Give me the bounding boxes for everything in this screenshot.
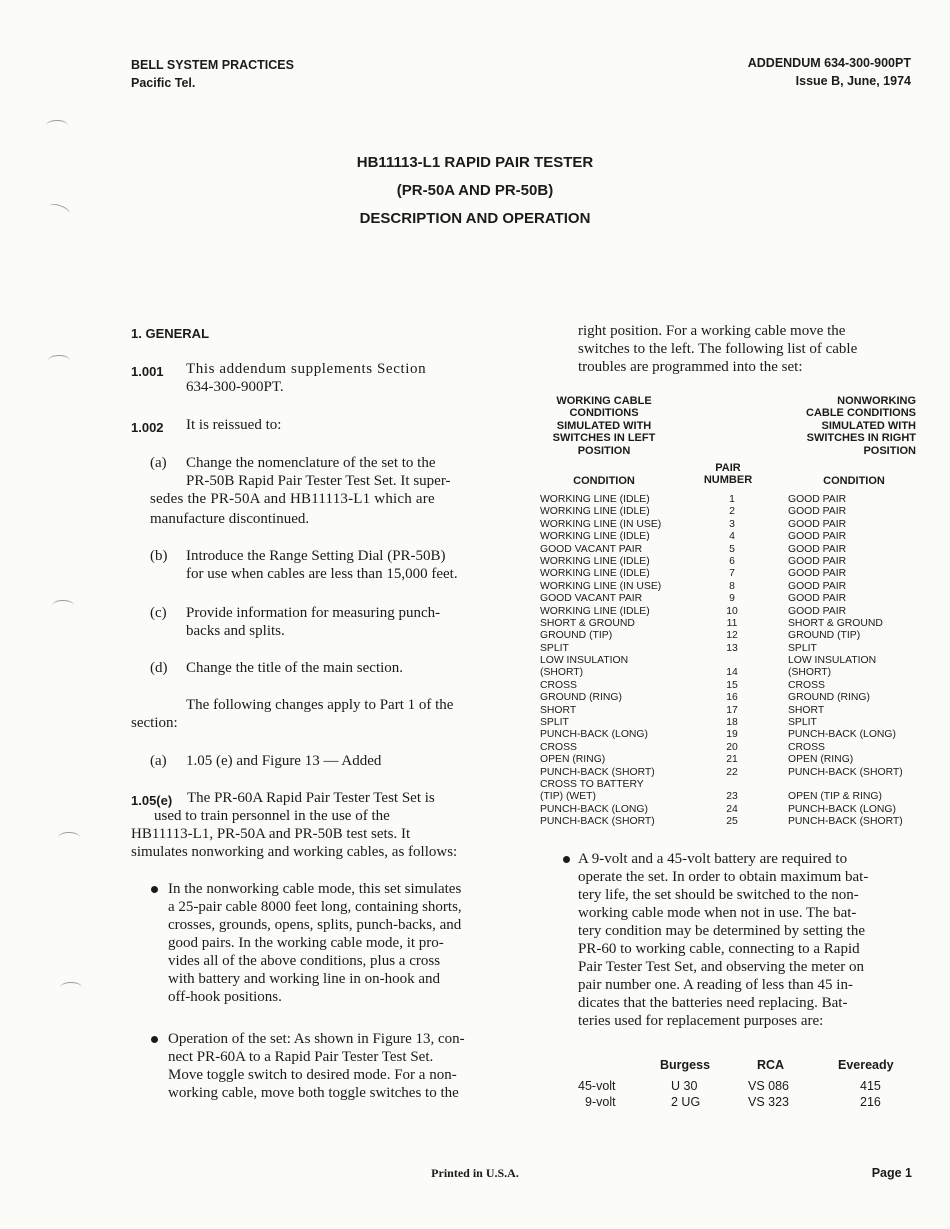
cell-working-condition <box>540 804 648 816</box>
cell-working-condition <box>540 531 650 543</box>
cell-working-condition <box>540 593 642 605</box>
cell-working-condition <box>540 556 650 568</box>
table-header-pair-number <box>696 462 760 487</box>
cell-nonworking-condition <box>788 754 853 766</box>
table-row <box>540 593 920 605</box>
para-105e-number: 1.05(e) <box>131 793 173 808</box>
item-c-label: (c) <box>150 605 167 621</box>
cell-working-condition <box>540 680 577 692</box>
cell-working-condition <box>540 655 628 680</box>
cell-line: PUNCH-BACK (LONG) <box>788 803 896 815</box>
header-line: SIMULATED WITH <box>556 419 652 432</box>
text-line: off-hook positions. <box>168 989 282 1005</box>
cell-line: WORKING LINE (IDLE) <box>540 568 650 580</box>
text-line: switches to the left. The following list of cable <box>578 341 858 357</box>
cell-nonworking-condition <box>788 655 876 680</box>
cell-line: GOOD PAIR <box>788 494 847 505</box>
item-d-label: (d) <box>150 660 168 676</box>
cell-line: SPLIT <box>540 717 569 729</box>
cell-nonworking-condition <box>788 705 824 717</box>
margin-mark <box>60 982 82 993</box>
cell-working-condition <box>540 692 622 704</box>
table-row <box>540 606 920 618</box>
cell-working-condition <box>540 729 648 741</box>
cell-line: GROUND (TIP) <box>540 630 613 642</box>
cell-line: PUNCH-BACK (SHORT) <box>540 816 655 828</box>
cell-working-condition <box>540 618 635 630</box>
cell-pair-number: 3 <box>729 518 735 530</box>
cell-pair-number: 23 <box>726 791 738 803</box>
cell-line <box>788 779 882 791</box>
table-row <box>540 717 920 729</box>
cell-pair-number: 4 <box>729 531 735 543</box>
cell-working-condition <box>540 816 655 828</box>
header-line: NONWORKING <box>837 395 916 407</box>
table-row <box>540 630 920 642</box>
cell-line: GROUND (TIP) <box>788 630 861 642</box>
cell-line: CROSS TO BATTERY <box>540 779 644 790</box>
cell-pair-number: 7 <box>729 568 735 580</box>
cell-nonworking-condition <box>788 767 903 779</box>
cell-pair-number: 6 <box>729 555 735 567</box>
cell-line: GOOD PAIR <box>788 543 847 555</box>
battery-row-9-burgess: 2 UG <box>671 1095 701 1109</box>
margin-mark <box>48 355 70 366</box>
header-addendum: ADDENDUM 634-300-900PT <box>747 56 911 70</box>
margin-mark <box>46 120 68 131</box>
cell-line: SPLIT <box>788 717 817 729</box>
text-line: working cable mode when not in use. The bat- <box>578 905 857 921</box>
cell-line: SHORT <box>788 704 825 716</box>
cell-working-condition <box>540 506 650 518</box>
table-row <box>540 767 920 779</box>
text-line: working cable, move both toggle switches to the <box>168 1085 459 1101</box>
header-line: SIMULATED WITH <box>821 419 916 432</box>
header-line: CABLE CONDITIONS <box>806 407 916 420</box>
cell-nonworking-condition <box>788 606 846 618</box>
item-c-line1: Provide information for measuring punch- <box>186 605 441 621</box>
following-line2: section: <box>131 715 178 731</box>
cell-line: CROSS <box>540 741 577 753</box>
margin-mark <box>52 600 74 611</box>
item-c-line2: backs and splits. <box>186 623 285 639</box>
cell-nonworking-condition <box>788 643 817 655</box>
table-row <box>540 618 920 630</box>
table-row <box>540 742 920 754</box>
cell-pair-number: 11 <box>726 617 738 629</box>
item-a-line4: manufacture discontinued. <box>150 511 310 527</box>
right-intro <box>578 322 912 376</box>
cell-nonworking-condition <box>788 742 825 754</box>
header-line: CONDITIONS <box>569 407 639 420</box>
text-line: with battery and working line in on-hook and <box>168 971 441 987</box>
battery-row-9-rca: VS 323 <box>748 1095 790 1109</box>
cell-line: PUNCH-BACK (LONG) <box>540 729 648 741</box>
cell-pair-number: 22 <box>726 766 738 778</box>
footer-printed: Printed in U.S.A. <box>431 1166 519 1180</box>
doc-title-line1: HB11113-L1 RAPID PAIR TESTER <box>356 154 594 171</box>
table-row <box>540 531 920 543</box>
cell-nonworking-condition <box>788 494 846 506</box>
item-b-line2: for use when cables are less than 15,000 feet. <box>186 566 458 582</box>
header-line: WORKING CABLE <box>556 395 652 407</box>
para-105e-line3: HB11113-L1, PR-50A and PR-50B test sets. It <box>131 826 411 842</box>
margin-mark <box>58 832 80 843</box>
cell-line: GOOD PAIR <box>788 605 847 617</box>
header-line: NUMBER <box>703 474 753 487</box>
cell-nonworking-condition <box>788 717 817 729</box>
cell-nonworking-condition <box>788 519 846 531</box>
para-105e-line1: The PR-60A Rapid Pair Tester Test Set is <box>187 790 435 806</box>
cell-nonworking-condition <box>788 544 846 556</box>
cell-line: GROUND (RING) <box>540 692 622 704</box>
item-b-line1: Introduce the Range Setting Dial (PR-50B) <box>186 548 446 564</box>
item-a-line3: sedes the PR-50A and HB11113-L1 which are <box>150 491 435 507</box>
table-row <box>540 494 920 506</box>
cell-line: (SHORT) <box>540 667 584 679</box>
header-company: Pacific Tel. <box>131 76 196 90</box>
cell-line: GOOD PAIR <box>788 568 847 580</box>
battery-header-rca: RCA <box>757 1058 785 1072</box>
text-line: 634-300-900PT. <box>186 379 284 395</box>
cell-line: SHORT & GROUND <box>788 617 883 629</box>
table-row <box>540 729 920 741</box>
cell-pair-number: 8 <box>729 580 735 592</box>
table-header-working <box>528 395 680 457</box>
cell-line: GOOD VACANT PAIR <box>540 543 643 555</box>
cell-working-condition <box>540 643 569 655</box>
trouble-table <box>540 494 920 829</box>
cell-nonworking-condition <box>788 680 825 692</box>
item-d-text: Change the title of the main section. <box>186 660 404 676</box>
text-line: nect PR-60A to a Rapid Pair Tester Test Set. <box>168 1049 434 1065</box>
text-line: Operation of the set: As shown in Figure 13, con- <box>168 1031 465 1047</box>
cell-line: WORKING LINE (IDLE) <box>540 506 650 518</box>
text-line: teries used for replacement purposes are: <box>578 1013 824 1029</box>
cell-line: WORKING LINE (IDLE) <box>540 531 650 543</box>
cell-line: SPLIT <box>540 642 569 654</box>
battery-row-9-label: 9-volt <box>585 1095 616 1109</box>
table-row <box>540 816 920 828</box>
para-1002-text: It is reissued to: <box>186 417 282 433</box>
para-105e-line2: used to train personnel in the use of the <box>154 808 390 824</box>
cell-line: GOOD VACANT PAIR <box>540 593 643 605</box>
text-line: tery condition may be determined by setting the <box>578 923 866 939</box>
cell-line: OPEN (RING) <box>540 754 606 766</box>
cell-pair-number: 2 <box>729 506 735 518</box>
cell-line: SHORT & GROUND <box>540 617 635 629</box>
cell-line: PUNCH-BACK (SHORT) <box>788 816 903 828</box>
cell-line: GOOD PAIR <box>788 580 847 592</box>
battery-row-9-eveready: 216 <box>860 1095 881 1109</box>
bullet-marker <box>151 1036 158 1043</box>
cell-pair-number: 19 <box>726 729 738 741</box>
battery-row-45-eveready: 415 <box>860 1079 881 1093</box>
cell-line: SPLIT <box>788 642 817 654</box>
cell-nonworking-condition <box>788 729 896 741</box>
text-line: This addendum supplements Section <box>186 361 427 377</box>
cell-line: GROUND (RING) <box>788 692 870 704</box>
cell-pair-number: 16 <box>726 692 738 704</box>
cell-line: OPEN (TIP & RING) <box>788 791 882 803</box>
text-line: pair number one. A reading of less than 45 in- <box>578 977 853 993</box>
cell-line: WORKING LINE (IDLE) <box>540 494 650 505</box>
change-a-label: (a) <box>150 753 167 769</box>
cell-working-condition <box>540 742 577 754</box>
cell-working-condition <box>540 581 661 593</box>
table-row <box>540 754 920 766</box>
cell-line: CROSS <box>788 679 825 691</box>
cell-line: GOOD PAIR <box>788 555 847 567</box>
cell-line: OPEN (RING) <box>788 754 854 766</box>
cell-line: GOOD PAIR <box>788 593 847 605</box>
cell-line: LOW INSULATION <box>788 655 877 667</box>
table-row <box>540 581 920 593</box>
cell-pair-number: 14 <box>726 667 738 679</box>
cell-working-condition <box>540 544 642 556</box>
table-row <box>540 544 920 556</box>
header-line: SWITCHES IN LEFT <box>552 432 656 445</box>
cell-line: PUNCH-BACK (SHORT) <box>788 766 903 778</box>
cell-nonworking-condition <box>788 804 896 816</box>
cell-nonworking-condition <box>788 779 882 804</box>
header-right <box>748 54 911 90</box>
cell-line: WORKING LINE (IN USE) <box>540 580 662 592</box>
cell-pair-number: 5 <box>729 543 735 555</box>
cell-nonworking-condition <box>788 816 903 828</box>
cell-nonworking-condition <box>788 630 860 642</box>
cell-working-condition <box>540 494 650 506</box>
cell-line: (SHORT) <box>788 667 832 679</box>
bullet3-text <box>578 850 912 1030</box>
table-row <box>540 568 920 580</box>
cell-nonworking-condition <box>788 692 870 704</box>
table-row <box>540 804 920 816</box>
item-a-line2: PR-50B Rapid Pair Tester Test Set. It super- <box>186 473 451 489</box>
cell-nonworking-condition <box>788 618 883 630</box>
cell-line: WORKING LINE (IDLE) <box>540 605 650 617</box>
table-row <box>540 556 920 568</box>
cell-line: GOOD PAIR <box>788 518 847 530</box>
table-row <box>540 779 920 804</box>
cell-pair-number: 9 <box>729 593 735 605</box>
cell-working-condition <box>540 630 612 642</box>
text-line: operate the set. In order to obtain maximum bat- <box>578 869 869 885</box>
text-line: crosses, grounds, opens, splits, punch-backs, and <box>168 917 462 933</box>
table-header-condition-left: CONDITION <box>573 475 635 487</box>
cell-pair-number: 24 <box>726 803 738 815</box>
table-row <box>540 655 920 680</box>
item-a-label: (a) <box>150 455 167 471</box>
cell-line: LOW INSULATION <box>540 655 629 667</box>
bullet2-text <box>168 1030 504 1102</box>
header-publication: BELL SYSTEM PRACTICES <box>131 58 294 72</box>
cell-nonworking-condition <box>788 568 846 580</box>
text-line: In the nonworking cable mode, this set simulates <box>168 881 462 897</box>
para-1001-text <box>186 360 504 396</box>
cell-working-condition <box>540 606 650 618</box>
bullet-marker <box>563 856 570 863</box>
text-line: good pairs. In the working cable mode, it pro- <box>168 935 444 951</box>
bullet-marker <box>151 886 158 893</box>
header-left <box>131 56 294 92</box>
footer-page-number: Page 1 <box>871 1166 912 1180</box>
cell-line: WORKING LINE (IDLE) <box>540 555 650 567</box>
text-line: tery life, the set should be switched to the non- <box>578 887 859 903</box>
header-line: POSITION <box>863 444 916 457</box>
cell-line: SHORT <box>540 704 577 716</box>
item-b-label: (b) <box>150 548 168 564</box>
text-line: a 25-pair cable 8000 feet long, containing shorts, <box>168 899 462 915</box>
item-a-line1: Change the nomenclature of the set to the <box>186 455 436 471</box>
text-line: troubles are programmed into the set: <box>578 359 803 375</box>
cell-line: PUNCH-BACK (LONG) <box>788 729 896 741</box>
header-line: POSITION <box>577 444 631 457</box>
table-header-nonworking <box>786 395 916 457</box>
cell-line: WORKING LINE (IN USE) <box>540 518 662 530</box>
header-line: PAIR <box>715 462 741 474</box>
cell-pair-number: 17 <box>726 704 738 716</box>
cell-nonworking-condition <box>788 506 846 518</box>
cell-pair-number: 13 <box>726 642 738 654</box>
cell-working-condition <box>540 705 576 717</box>
cell-working-condition <box>540 767 655 779</box>
cell-pair-number: 10 <box>726 605 738 617</box>
para-105e-line4: simulates nonworking and working cables, as follows: <box>131 844 458 860</box>
cell-line: (TIP) (WET) <box>540 791 596 803</box>
cell-pair-number: 12 <box>726 630 738 642</box>
battery-row-45-burgess: U 30 <box>671 1079 698 1093</box>
cell-nonworking-condition <box>788 593 846 605</box>
cell-nonworking-condition <box>788 581 846 593</box>
table-row <box>540 506 920 518</box>
table-row <box>540 643 920 655</box>
cell-pair-number: 25 <box>726 816 738 828</box>
battery-row-45-rca: VS 086 <box>748 1079 790 1093</box>
doc-title-line3: DESCRIPTION AND OPERATION <box>359 210 591 227</box>
cell-pair-number: 15 <box>726 679 738 691</box>
cell-pair-number: 1 <box>729 494 735 505</box>
cell-working-condition <box>540 717 569 729</box>
cell-line: GOOD PAIR <box>788 531 847 543</box>
cell-working-condition <box>540 568 650 580</box>
cell-nonworking-condition <box>788 531 846 543</box>
header-line: SWITCHES IN RIGHT <box>806 432 916 445</box>
battery-header-burgess: Burgess <box>660 1058 711 1072</box>
cell-working-condition <box>540 754 605 766</box>
table-row <box>540 519 920 531</box>
table-header-condition-right: CONDITION <box>823 475 885 487</box>
cell-nonworking-condition <box>788 556 846 568</box>
doc-title-line2: (PR-50A AND PR-50B) <box>396 182 554 199</box>
section-heading-general: 1. GENERAL <box>131 326 210 341</box>
text-line: dicates that the batteries need replacing. Bat- <box>578 995 848 1011</box>
cell-pair-number: 18 <box>726 717 738 729</box>
cell-line: CROSS <box>540 679 577 691</box>
bullet1-text <box>168 880 504 1006</box>
table-row <box>540 705 920 717</box>
change-a-text: 1.05 (e) and Figure 13 — Added <box>186 753 382 769</box>
cell-pair-number: 20 <box>726 741 738 753</box>
battery-row-45-label: 45-volt <box>578 1079 616 1093</box>
table-row <box>540 692 920 704</box>
text-line: PR-60 to working cable, connecting to a Rapid <box>578 941 860 957</box>
cell-line: PUNCH-BACK (SHORT) <box>540 766 655 778</box>
para-1001-number: 1.001 <box>131 364 164 379</box>
cell-pair-number: 21 <box>726 754 738 766</box>
text-line: Move toggle switch to desired mode. For a non- <box>168 1067 457 1083</box>
cell-working-condition <box>540 779 644 804</box>
header-issue: Issue B, June, 1974 <box>795 74 911 88</box>
cell-line: PUNCH-BACK (LONG) <box>540 803 648 815</box>
cell-line: GOOD PAIR <box>788 506 847 518</box>
battery-header-eveready: Eveready <box>838 1058 894 1072</box>
text-line: Pair Tester Test Set, and observing the meter on <box>578 959 865 975</box>
text-line: vides all of the above conditions, plus a cross <box>168 953 441 969</box>
text-line: A 9-volt and a 45-volt battery are required to <box>578 851 848 867</box>
following-line1: The following changes apply to Part 1 of the <box>186 697 454 713</box>
text-line: right position. For a working cable move the <box>578 323 846 339</box>
para-1002-number: 1.002 <box>131 420 164 435</box>
cell-line: CROSS <box>788 741 825 753</box>
table-row <box>540 680 920 692</box>
cell-working-condition <box>540 519 661 531</box>
